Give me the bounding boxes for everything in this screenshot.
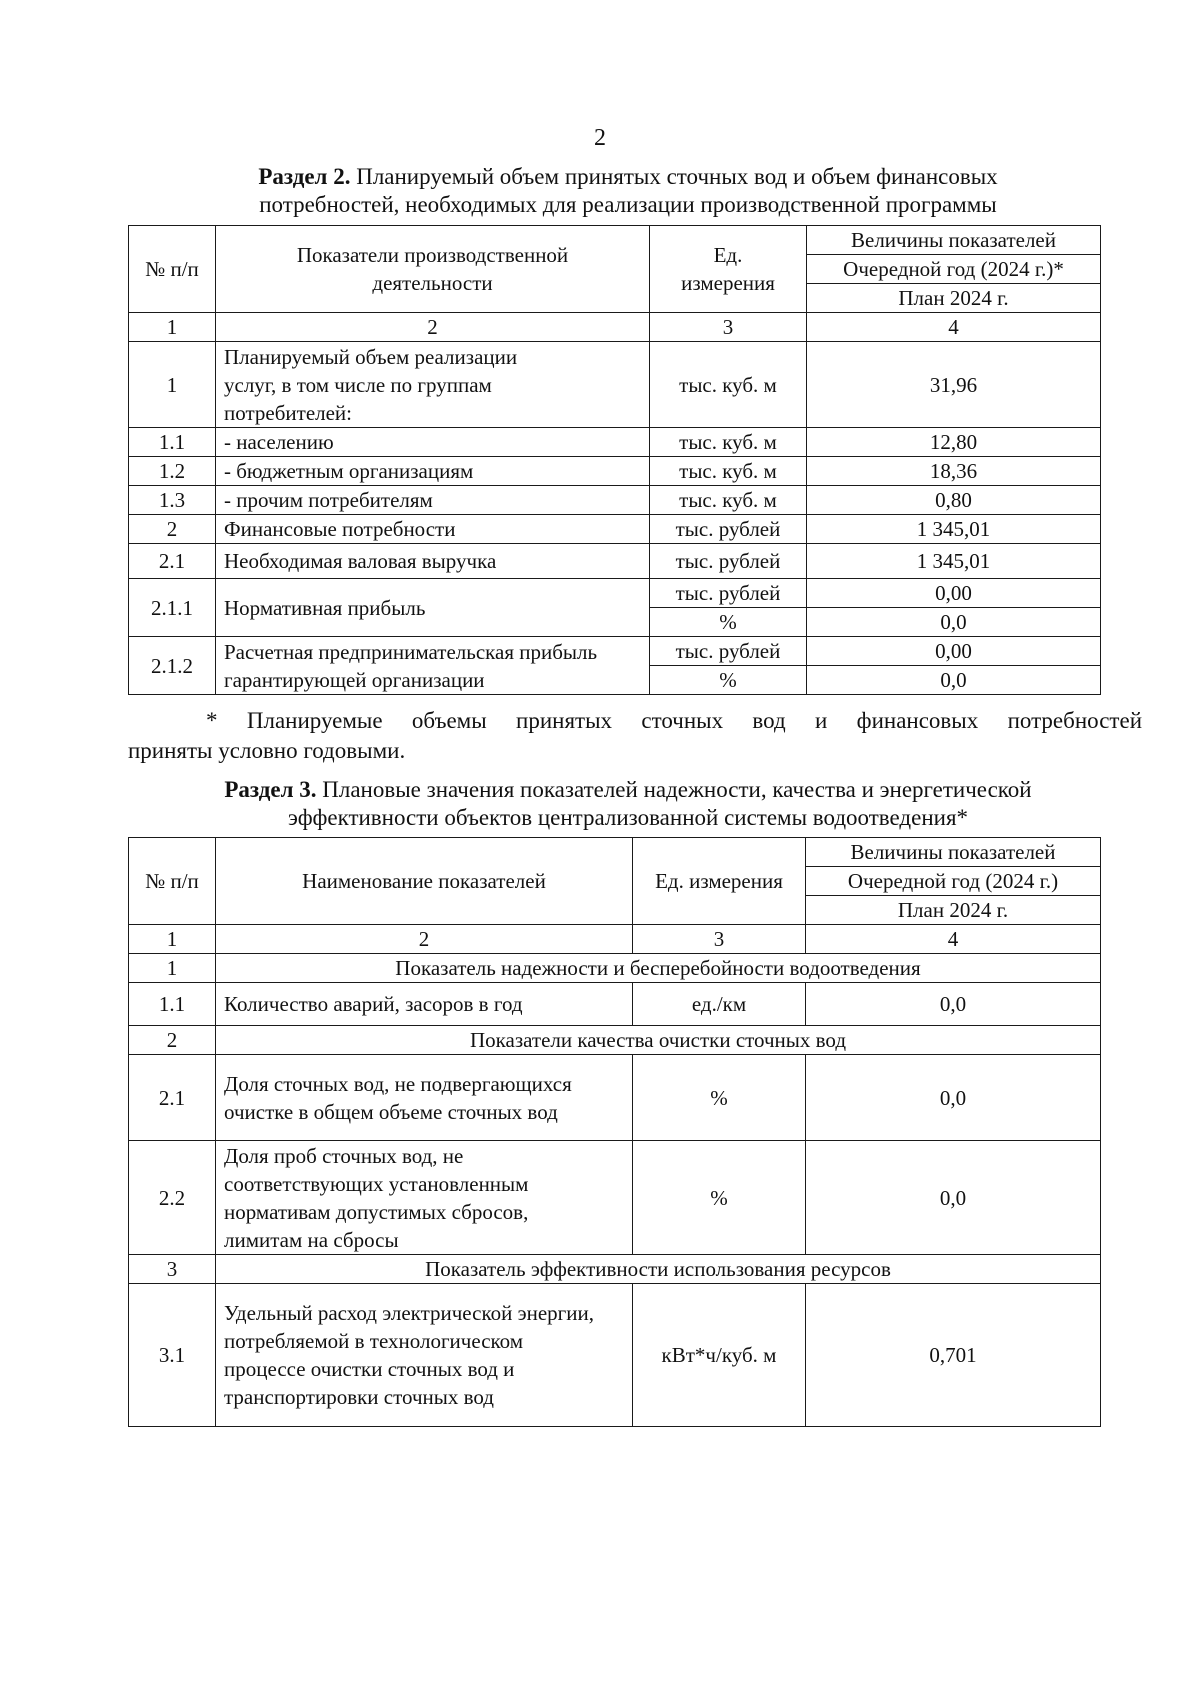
page-number: 2 [594, 125, 606, 151]
row-unit: кВт*ч/куб. м [633, 1284, 806, 1427]
group-num: 1 [129, 954, 216, 983]
section-2-table [128, 225, 1101, 695]
footnote-line-2: приняты условно годовыми. [128, 738, 406, 763]
row-unit: тыс. куб. м [650, 486, 807, 515]
header-plan: План 2024 г. [806, 896, 1101, 925]
header-num: № п/п [129, 226, 216, 313]
row-name: - населению [216, 428, 650, 457]
row-name: - бюджетным организациям [216, 457, 650, 486]
row-unit-percent: % [650, 666, 807, 695]
group-row [129, 1255, 1101, 1284]
table-row [129, 342, 1101, 428]
section-2-heading [128, 163, 1128, 219]
col-number-2: 2 [216, 925, 633, 954]
row-unit: % [633, 1055, 806, 1141]
row-num: 1.2 [129, 457, 216, 486]
row-num: 2.1.1 [129, 579, 216, 637]
footnote-line-1: * Планируемые объемы принятых сточных вод и финансовых потребностей [206, 708, 1142, 733]
row-unit: тыс. рублей [650, 637, 807, 666]
header-indicator: Показатели производственной деятельности [216, 226, 650, 313]
col-number-4: 4 [807, 313, 1101, 342]
row-value-percent: 0,0 [807, 666, 1101, 695]
row-value: 0,80 [807, 486, 1101, 515]
section-3-title-line2: эффективности объектов централизованной системы водоотведения* [287, 805, 969, 830]
row-name: Финансовые потребности [216, 515, 650, 544]
section-3-table [128, 837, 1101, 1427]
row-unit: тыс. куб. м [650, 428, 807, 457]
row-name: Нормативная прибыль [216, 579, 650, 637]
col-number-1: 1 [129, 313, 216, 342]
row-num: 1.1 [129, 983, 216, 1026]
row-num: 2.1 [129, 544, 216, 579]
section-2-label: Раздел 2. [258, 164, 351, 189]
table-row [129, 983, 1101, 1026]
header-values: Величины показателей [807, 226, 1101, 255]
col-number-3: 3 [650, 313, 807, 342]
group-row [129, 1026, 1101, 1055]
row-unit: тыс. рублей [650, 515, 807, 544]
row-name: Необходимая валовая выручка [216, 544, 650, 579]
row-name: Удельный расход электрической энергии, потребляемой в технологическом процессе очистки сточных вод и транспортировки сточных вод [216, 1284, 633, 1427]
row-value: 0,0 [806, 983, 1101, 1026]
row-num: 2 [129, 515, 216, 544]
row-unit: ед./км [633, 983, 806, 1026]
group-title: Показатель эффективности использования ресурсов [216, 1255, 1101, 1284]
row-value: 1 345,01 [807, 515, 1101, 544]
row-value: 18,36 [807, 457, 1101, 486]
row-num: 2.1.2 [129, 637, 216, 695]
col-number-1: 1 [129, 925, 216, 954]
row-value: 0,0 [806, 1055, 1101, 1141]
header-unit: Ед. измерения [633, 838, 806, 925]
row-name: Доля проб сточных вод, не соответствующих установленным нормативам допустимых сбросов, лимитам на сбросы [216, 1141, 633, 1255]
table-row [129, 486, 1101, 515]
header-unit: Ед. измерения [650, 226, 807, 313]
section-3-label: Раздел 3. [224, 777, 317, 802]
row-name: Планируемый объем реализации услуг, в том числе по группам потребителей: [216, 342, 650, 428]
group-title: Показатель надежности и бесперебойности водоотведения [216, 954, 1101, 983]
header-values: Величины показателей [806, 838, 1101, 867]
group-num: 3 [129, 1255, 216, 1284]
row-unit-percent: % [650, 608, 807, 637]
section-2-title-line2: потребностей, необходимых для реализации производственной программы [259, 192, 997, 217]
row-name: Количество аварий, засоров в год [216, 983, 633, 1026]
row-value-percent: 0,0 [807, 608, 1101, 637]
row-value: 0,00 [807, 579, 1101, 608]
row-num: 1 [129, 342, 216, 428]
row-value: 0,0 [806, 1141, 1101, 1255]
row-unit: тыс. рублей [650, 544, 807, 579]
row-value: 0,701 [806, 1284, 1101, 1427]
row-value: 1 345,01 [807, 544, 1101, 579]
row-num: 1.1 [129, 428, 216, 457]
table-row [129, 544, 1101, 579]
row-name: Расчетная предпринимательская прибыль гарантирующей организации [216, 637, 650, 695]
table-row [129, 428, 1101, 457]
row-unit: % [633, 1141, 806, 1255]
table-row [129, 457, 1101, 486]
header-indicator: Наименование показателей [216, 838, 633, 925]
section-2-title: Планируемый объем принятых сточных вод и объем финансовых [356, 164, 998, 189]
row-unit: тыс. куб. м [650, 457, 807, 486]
header-plan: План 2024 г. [807, 284, 1101, 313]
table-row [129, 515, 1101, 544]
row-num: 3.1 [129, 1284, 216, 1427]
table-row [129, 637, 1101, 666]
row-value: 12,80 [807, 428, 1101, 457]
header-year: Очередной год (2024 г.)* [807, 255, 1101, 284]
col-number-3: 3 [633, 925, 806, 954]
header-num: № п/п [129, 838, 216, 925]
row-num: 1.3 [129, 486, 216, 515]
row-value: 31,96 [807, 342, 1101, 428]
table-row [129, 1055, 1101, 1141]
table-row [129, 579, 1101, 608]
row-name: - прочим потребителям [216, 486, 650, 515]
row-num: 2.2 [129, 1141, 216, 1255]
row-unit: тыс. рублей [650, 579, 807, 608]
table-row [129, 1141, 1101, 1255]
section-3-heading [128, 776, 1128, 832]
group-row [129, 954, 1101, 983]
col-number-4: 4 [806, 925, 1101, 954]
row-unit: тыс. куб. м [650, 342, 807, 428]
header-year: Очередной год (2024 г.) [806, 867, 1101, 896]
group-num: 2 [129, 1026, 216, 1055]
section-2-footnote [128, 706, 1142, 766]
section-3-title: Плановые значения показателей надежности, качества и энергетической [322, 777, 1032, 802]
row-name: Доля сточных вод, не подвергающихся очистке в общем объеме сточных вод [216, 1055, 633, 1141]
table-row [129, 1284, 1101, 1427]
row-num: 2.1 [129, 1055, 216, 1141]
row-value: 0,00 [807, 637, 1101, 666]
group-title: Показатели качества очистки сточных вод [216, 1026, 1101, 1055]
col-number-2: 2 [216, 313, 650, 342]
